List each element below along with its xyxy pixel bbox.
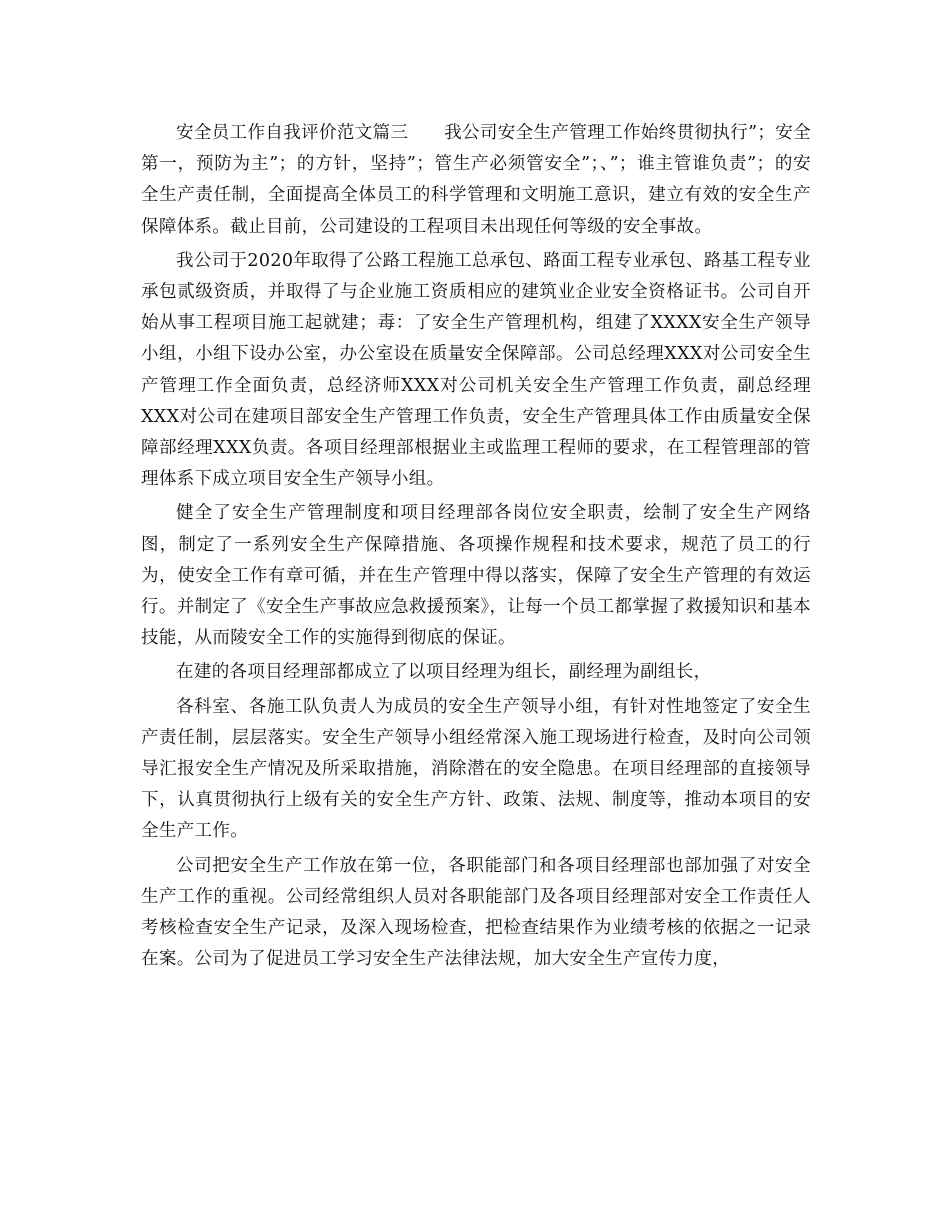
paragraph-3: 健全了安全生产管理制度和项目经理部各岗位安全职责，绘制了安全生产网络图，制定了一系列安全生产保障措施、各项操作规程和技术要求，规范了员工的行为，使安全工作有章可循，并在生产管理中得以落实，保障了安全生产管理的有效运行。并制定了《安全生产事故应急救援预案》，让每一个员工都掌握了救援知识和基本技能，从而陵安全工作的实施得到彻底的保证。 (141, 503, 811, 649)
document-body (141, 118, 811, 978)
paragraph-5: 各科室、各施工队负责人为成员的安全生产领导小组，有针对性地签定了安全生产责任制，层层落实。安全生产领导小组经常深入施工现场进行检查，及时向公司领导汇报安全生产情况及所采取措施，消除潜在的安全隐患。在项目经理部的直接领导下，认真贯彻执行上级有关的安全生产方针、政策、法规、制度等，推动本项目的安全生产工作。 (141, 696, 811, 842)
paragraph-6: 公司把安全生产工作放在第一位，各职能部门和各项目经理部也部加强了对安全生产工作的重视。公司经常组织人员对各职能部门及各项目经理部对安全工作责任人考核检查安全生产记录，及深入现场检查，把检查结果作为业绩考核的依据之一记录在案。公司为了促进员工学习安全生产法律法规，加大安全生产宣传力度， (141, 855, 811, 970)
paragraph-1: 安全员工作自我评价范文篇三 我公司安全生产管理工作始终贯彻执行”；安全第一，预防为主”；的方针，坚持”；管生产必须管安全”；、”；谁主管谁负责”；的安全生产责任制，全面提高全体员工的科学管理和文明施工意识，建立有效的安全生产保障体系。截止目前，公司建设的工程项目未出现任何等级的安全事故。 (141, 123, 811, 237)
paragraph-4: 在建的各项目经理部都成立了以项目经理为组长，副经理为副组长， (176, 662, 712, 683)
paragraph-2: 我公司于2020年取得了公路工程施工总承包、路面工程专业承包、路基工程专业承包贰级资质，并取得了与企业施工资质相应的建筑业企业安全资格证书。公司自开始从事工程项目施工起就建；毒：了安全生产管理机构，组建了XXXX安全生产领导小组，小组下设办公室，办公室设在质量安全保障部。公司总经理XXX对公司安全生产管理工作全面负责，总经济师XXX对公司机关安全生产管理工作负责，副总经理XXX对公司在建项目部安全生产管理工作负责，安全生产管理具体工作由质量安全保障部经理XXX负责。各项目经理部根据业主或监理工程师的要求，在工程管理部的管理体系下成立项目安全生产领导小组。 (141, 250, 811, 490)
